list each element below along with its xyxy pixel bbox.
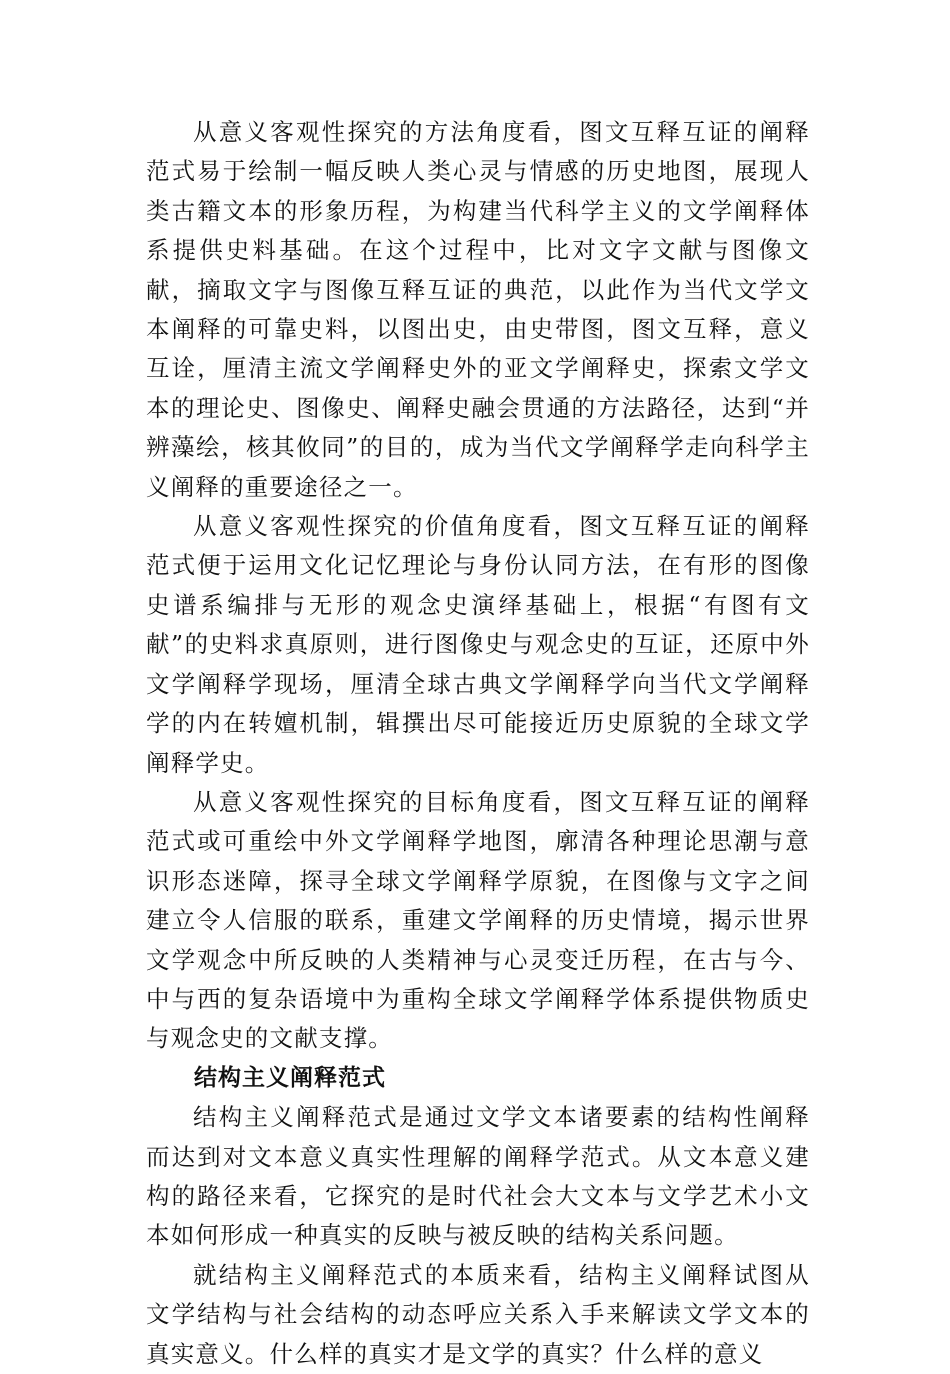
- paragraph-value: 从意义客观性探究的价值角度看，图文互释互证的阐释范式便于运用文化记忆理论与身份认同方法，在有形的图像史谱系编排与无形的观念史演绎基础上，根据“有图有文献”的史料求真原则，进行图像史与观念史的互证，还原中外文学阐释学现场，厘清全球古典文学阐释学向当代文学阐释学的内在转嬗机制，辑撰出尽可能接近历史原貌的全球文学阐释学史。: [146, 512, 810, 777]
- section-heading: 结构主义阐释范式: [194, 1064, 386, 1091]
- paragraph-goal: 从意义客观性探究的目标角度看，图文互释互证的阐释范式或可重绘中外文学阐释学地图，廓清各种理论思潮与意识形态迷障，探寻全球文学阐释学原貌，在图像与文字之间建立令人信服的联系，重建文学阐释的历史情境，揭示世界文学观念中所反映的人类精神与心灵变迁历程，在古与今、中与西的复杂语境中为重构全球文学阐释学体系提供物质史与观念史的文献支撑。: [146, 787, 810, 1053]
- document-body: [146, 113, 810, 1374]
- paragraph-structuralism-essence: 就结构主义阐释范式的本质来看，结构主义阐释试图从文学结构与社会结构的动态呼应关系入手来解读文学文本的真实意义。什么样的真实才是文学的真实？什么样的意义: [146, 1260, 810, 1368]
- paragraph-structuralism-definition: 结构主义阐释范式是通过文学文本诸要素的结构性阐释而达到对文本意义真实性理解的阐释学范式。从文本意义建构的路径来看，它探究的是时代社会大文本与文学艺术小文本如何形成一种真实的反映与被反映的结构关系问题。: [146, 1103, 810, 1250]
- paragraph-method: 从意义客观性探究的方法角度看，图文互释互证的阐释范式易于绘制一幅反映人类心灵与情感的历史地图，展现人类古籍文本的形象历程，为构建当代科学主义的文学阐释体系提供史料基础。在这个过程中，比对文字文献与图像文献，摘取文字与图像互释互证的典范，以此作为当代文学文本阐释的可靠史料，以图出史，由史带图，图文互释，意义互诠，厘清主流文学阐释史外的亚文学阐释史，探索文学文本的理论史、图像史、阐释史融会贯通的方法路径，达到“并辨藻绘，核其攸同”的目的，成为当代文学阐释学走向科学主义阐释的重要途径之一。: [146, 118, 810, 501]
